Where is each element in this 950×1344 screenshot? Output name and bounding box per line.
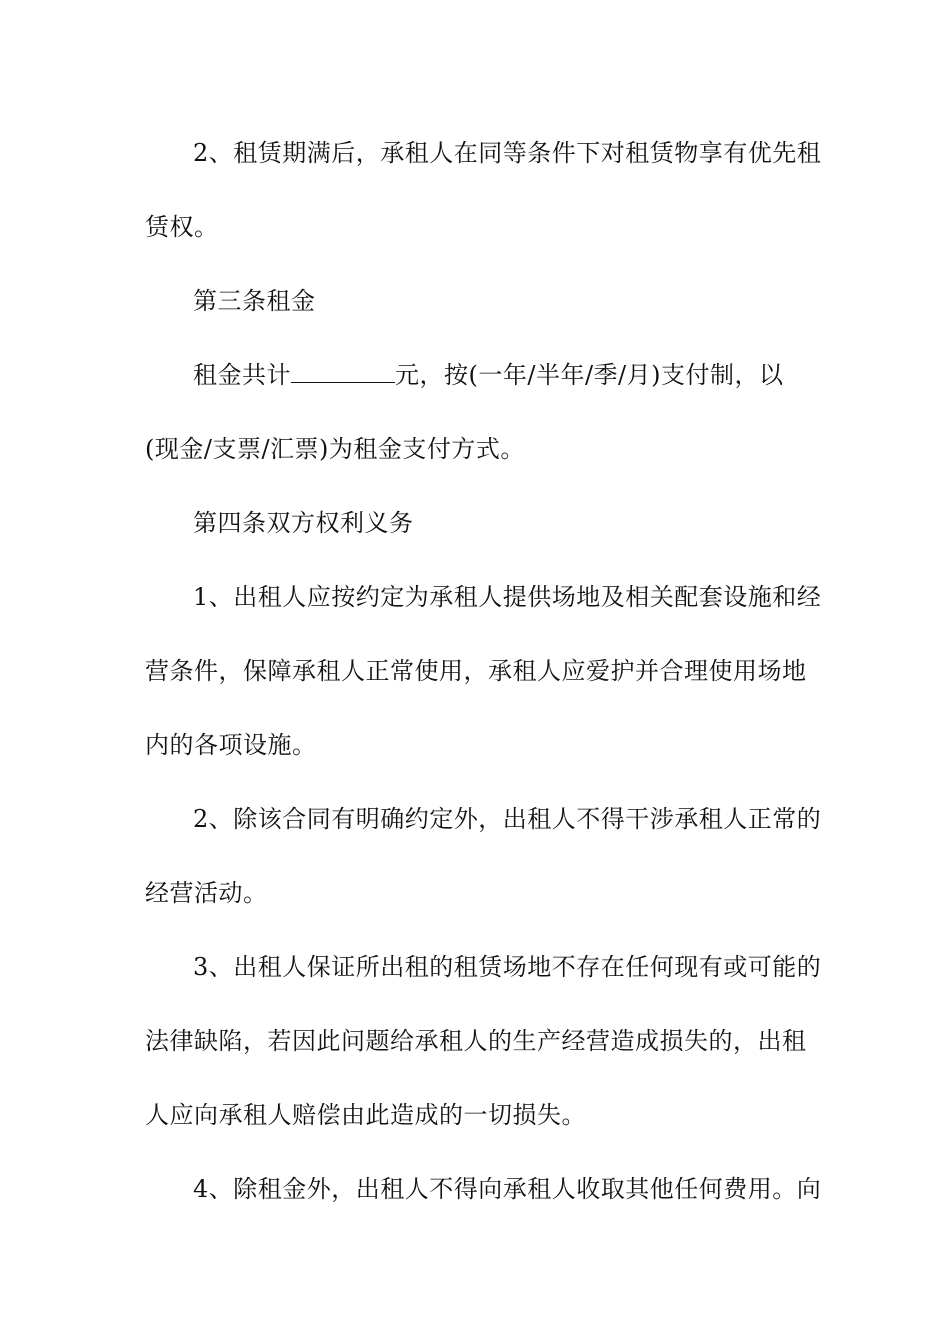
clause-2-renewal-line-1: 2、租赁期满后，承租人在同等条件下对租赁物享有优先租 [193,139,822,167]
obligation-2-line-1: 2、除该合同有明确约定外，出租人不得干涉承租人正常的 [193,805,822,833]
obligation-4-line-1: 4、除租金外，出租人不得向承租人收取其他任何费用。向 [193,1175,822,1203]
rent-terms-line-1 [193,359,783,391]
clause-2-renewal-line-2: 赁权。 [145,213,219,241]
obligation-1-line-1: 1、出租人应按约定为承租人提供场地及相关配套设施和经 [193,583,822,611]
obligation-2-line-2: 经营活动。 [145,879,268,907]
article-3-heading: 第三条租金 [193,287,316,315]
obligation-3-line-1: 3、出租人保证所出租的租赁场地不存在任何现有或可能的 [193,953,822,981]
rent-total-label: 租金共计 [193,361,291,389]
rent-payment-cycle-text: 元，按(一年/半年/季/月)支付制，以 [395,361,784,389]
rent-terms-line-2: (现金/支票/汇票)为租金支付方式。 [145,435,525,463]
rent-amount-blank [291,360,395,383]
article-4-heading: 第四条双方权利义务 [193,509,414,537]
obligation-3-line-3: 人应向承租人赔偿由此造成的一切损失。 [145,1101,586,1129]
obligation-1-line-3: 内的各项设施。 [145,731,317,759]
obligation-1-line-2: 营条件，保障承租人正常使用，承租人应爱护并合理使用场地 [145,657,807,685]
obligation-3-line-2: 法律缺陷，若因此问题给承租人的生产经营造成损失的，出租 [145,1027,807,1055]
